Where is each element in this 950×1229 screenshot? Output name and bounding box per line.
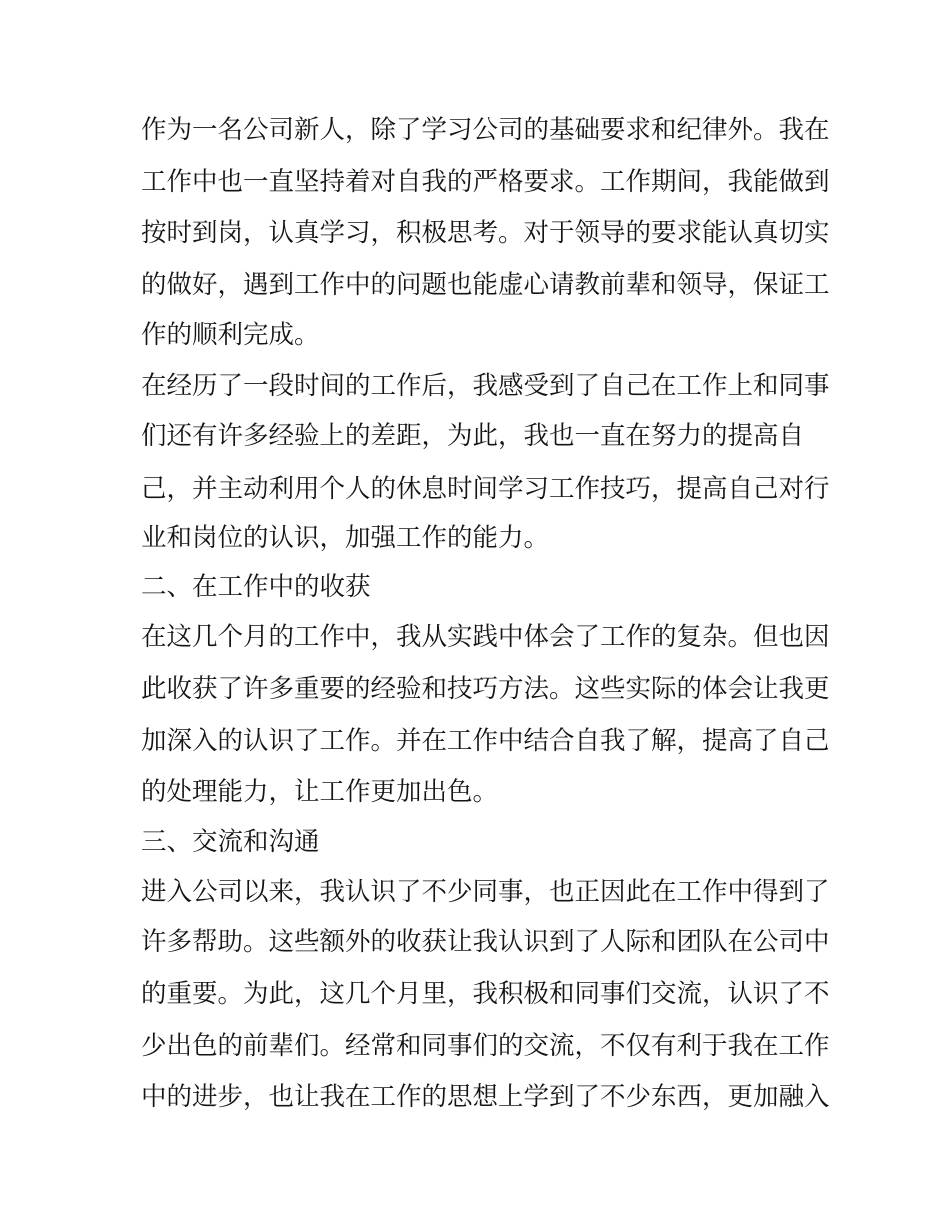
- paragraph-line: 少出色的前辈们。经常和同事们的交流，不仅有利于我在工作: [141, 1031, 830, 1061]
- paragraph-line: 作的顺利完成。: [141, 320, 320, 350]
- paragraph-line: 的重要。为此，这几个月里，我积极和同事们交流，认识了不: [141, 979, 830, 1009]
- section-heading: 三、交流和沟通: [141, 827, 320, 857]
- paragraph-line: 工作中也一直坚持着对自我的严格要求。工作期间，我能做到: [141, 167, 830, 197]
- paragraph-line: 在经历了一段时间的工作后，我感受到了自己在工作上和同事: [141, 371, 830, 401]
- paragraph-line: 作为一名公司新人，除了学习公司的基础要求和纪律外。我在: [141, 115, 830, 145]
- paragraph-line: 们还有许多经验上的差距，为此，我也一直在努力的提高自: [141, 421, 805, 451]
- paragraph-line: 按时到岗，认真学习，积极思考。对于领导的要求能认真切实: [141, 218, 830, 248]
- paragraph-line: 在这几个月的工作中，我从实践中体会了工作的复杂。但也因: [141, 622, 830, 652]
- paragraph-line: 此收获了许多重要的经验和技巧方法。这些实际的体会让我更: [141, 674, 830, 704]
- paragraph-line: 己，并主动利用个人的休息时间学习工作技巧，提高自己对行: [141, 474, 830, 504]
- paragraph-line: 进入公司以来，我认识了不少同事，也正因此在工作中得到了: [141, 877, 830, 907]
- paragraph-line: 加深入的认识了工作。并在工作中结合自我了解，提高了自己: [141, 726, 830, 756]
- section-heading: 二、在工作中的收获: [141, 572, 371, 602]
- paragraph-line: 许多帮助。这些额外的收获让我认识到了人际和团队在公司中: [141, 927, 830, 957]
- paragraph-line: 的做好，遇到工作中的问题也能虚心请教前辈和领导，保证工: [141, 270, 830, 300]
- paragraph-line: 的处理能力，让工作更加出色。: [141, 777, 499, 807]
- paragraph-line: 业和岗位的认识，加强工作的能力。: [141, 523, 550, 553]
- paragraph-line: 中的进步，也让我在工作的思想上学到了不少东西，更加融入: [141, 1082, 830, 1112]
